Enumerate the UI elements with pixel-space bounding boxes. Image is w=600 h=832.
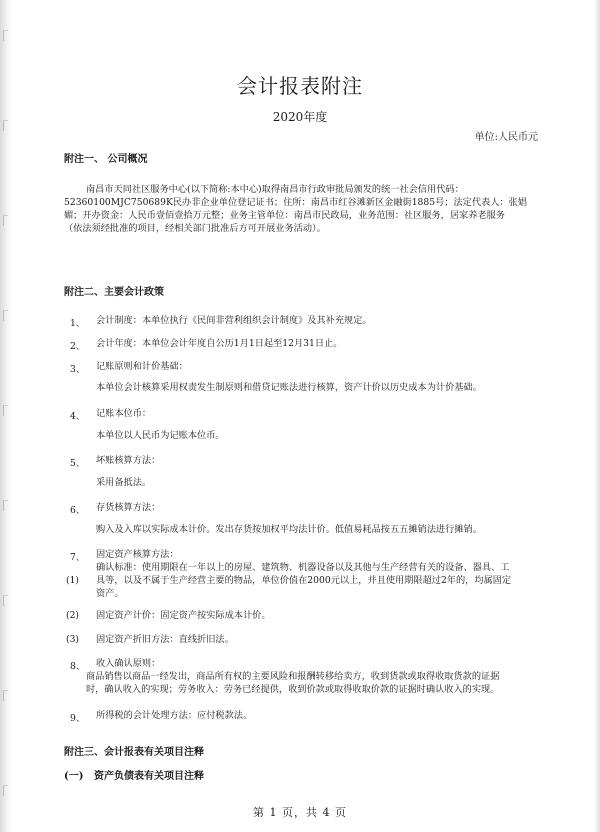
policy-subtext: 采用备抵法。 — [96, 477, 152, 488]
page-footer: 第 1 页，共 4 页 — [253, 806, 347, 819]
binder-mark — [3, 595, 8, 606]
item-number: 6、 — [70, 505, 86, 516]
binder-mark — [3, 30, 8, 41]
item-number: 1、 — [70, 318, 86, 329]
policy-item: 坏账核算方法： — [96, 455, 161, 466]
policy-item: 会计制度：本单位执行《民间非营利组织会计制度》及其补充规定。 — [96, 315, 372, 326]
revenue-line: 时，确认收入的实现；劳务收入：劳务已经提供，收到价款或取得收取价款的证据时确认收入的实现。 — [86, 684, 500, 695]
revenue-line: 商品销售以商品一经发出，商品所有权的主要风险和报酬转移给卖方，收到货款或取得收取货款的证据 — [86, 671, 500, 682]
page-title: 会计报表附注 — [237, 74, 363, 98]
sub-item-number: (3) — [66, 634, 80, 645]
sub-item-number: (2) — [66, 610, 80, 621]
item-number: 5、 — [70, 458, 86, 469]
section2-heading: 附注二、主要会计政策 — [64, 287, 164, 298]
policy-item: 记账本位币： — [96, 408, 152, 419]
section1-line: （依法须经批准的项目，经相关部门批准后方可开展业务活动）。 — [64, 223, 326, 234]
section1-heading: 附注一、 公司概况 — [64, 154, 148, 165]
fixed-asset-valuation: 固定资产计价：固定资产按实际成本计价。 — [96, 610, 271, 621]
section1-line: 52360100MJC750689K民办非企业单位登记证书；住所：南昌市红谷滩新区金融街1885号；法定代表人：张娼 — [64, 197, 527, 208]
policy-subtext: 本单位会计核算采用权责发生制原则和借贷记账法进行核算，资产计价以历史成本为计价基础。 — [96, 382, 482, 393]
section1-line: 南昌市天同社区服务中心(以下简称:本中心)取得南昌市行政审批局颁发的统一社会信用代码： — [86, 184, 464, 195]
policy-item: 所得税的会计处理方法：应付税款法。 — [96, 710, 253, 721]
policy-subtext: 本单位以人民币为记账本位币。 — [96, 430, 225, 441]
section1-line: 媚；开办资金：人民币壹佰壹拾万元整；业务主管单位：南昌市民政局，业务范围：社区服务，居家养老服务 — [64, 210, 505, 221]
binder-mark — [3, 310, 8, 321]
fixed-asset-depreciation: 固定资产折旧方法：直线折旧法。 — [96, 634, 234, 645]
section3-sub-number: (一) — [64, 771, 84, 782]
item-number: 8、 — [70, 661, 86, 672]
item-number: 4、 — [70, 411, 86, 422]
policy-item: 固定资产核算方法： — [96, 549, 179, 560]
binder-mark — [3, 405, 8, 416]
item-number: 7、 — [70, 552, 86, 563]
item-number: 9、 — [70, 713, 86, 724]
binder-mark — [3, 500, 8, 511]
item-number: 2、 — [70, 341, 86, 352]
policy-item: 存货核算方法： — [96, 502, 161, 513]
fixed-asset-line: 具等，以及不属于生产经营主要的物品，单位价值在2000元以上，并且使用期限超过2年的，均属固定 — [96, 575, 512, 586]
policy-item: 会计年度：本单位会计年度自公历1月1日起至12月31日止。 — [96, 338, 343, 349]
currency-unit: 单位:人民币元 — [474, 132, 538, 143]
fixed-asset-line: 资产。 — [96, 588, 124, 599]
policy-subtext: 购入及入库以实际成本计价。发出存货按加权平均法计价。低值易耗品按五五摊销法进行摊销。 — [96, 524, 482, 535]
policy-item: 收入确认原则： — [96, 658, 161, 669]
binder-mark — [3, 215, 8, 226]
section3-sub-heading: 资产负债表有关项目注释 — [94, 771, 204, 782]
binder-mark — [3, 785, 8, 796]
section3-heading: 附注三、会计报表有关项目注释 — [64, 747, 204, 758]
report-year: 2020年度 — [272, 110, 328, 124]
item-number: 3、 — [70, 364, 86, 375]
sub-item-number: (1) — [66, 575, 80, 586]
policy-item: 记账原则和计价基础： — [96, 361, 188, 372]
binder-mark — [3, 690, 8, 701]
fixed-asset-line: 确认标准：使用期限在一年以上的房屋、建筑物、机器设备以及其他与生产经营有关的设备、器具、工 — [96, 562, 510, 573]
